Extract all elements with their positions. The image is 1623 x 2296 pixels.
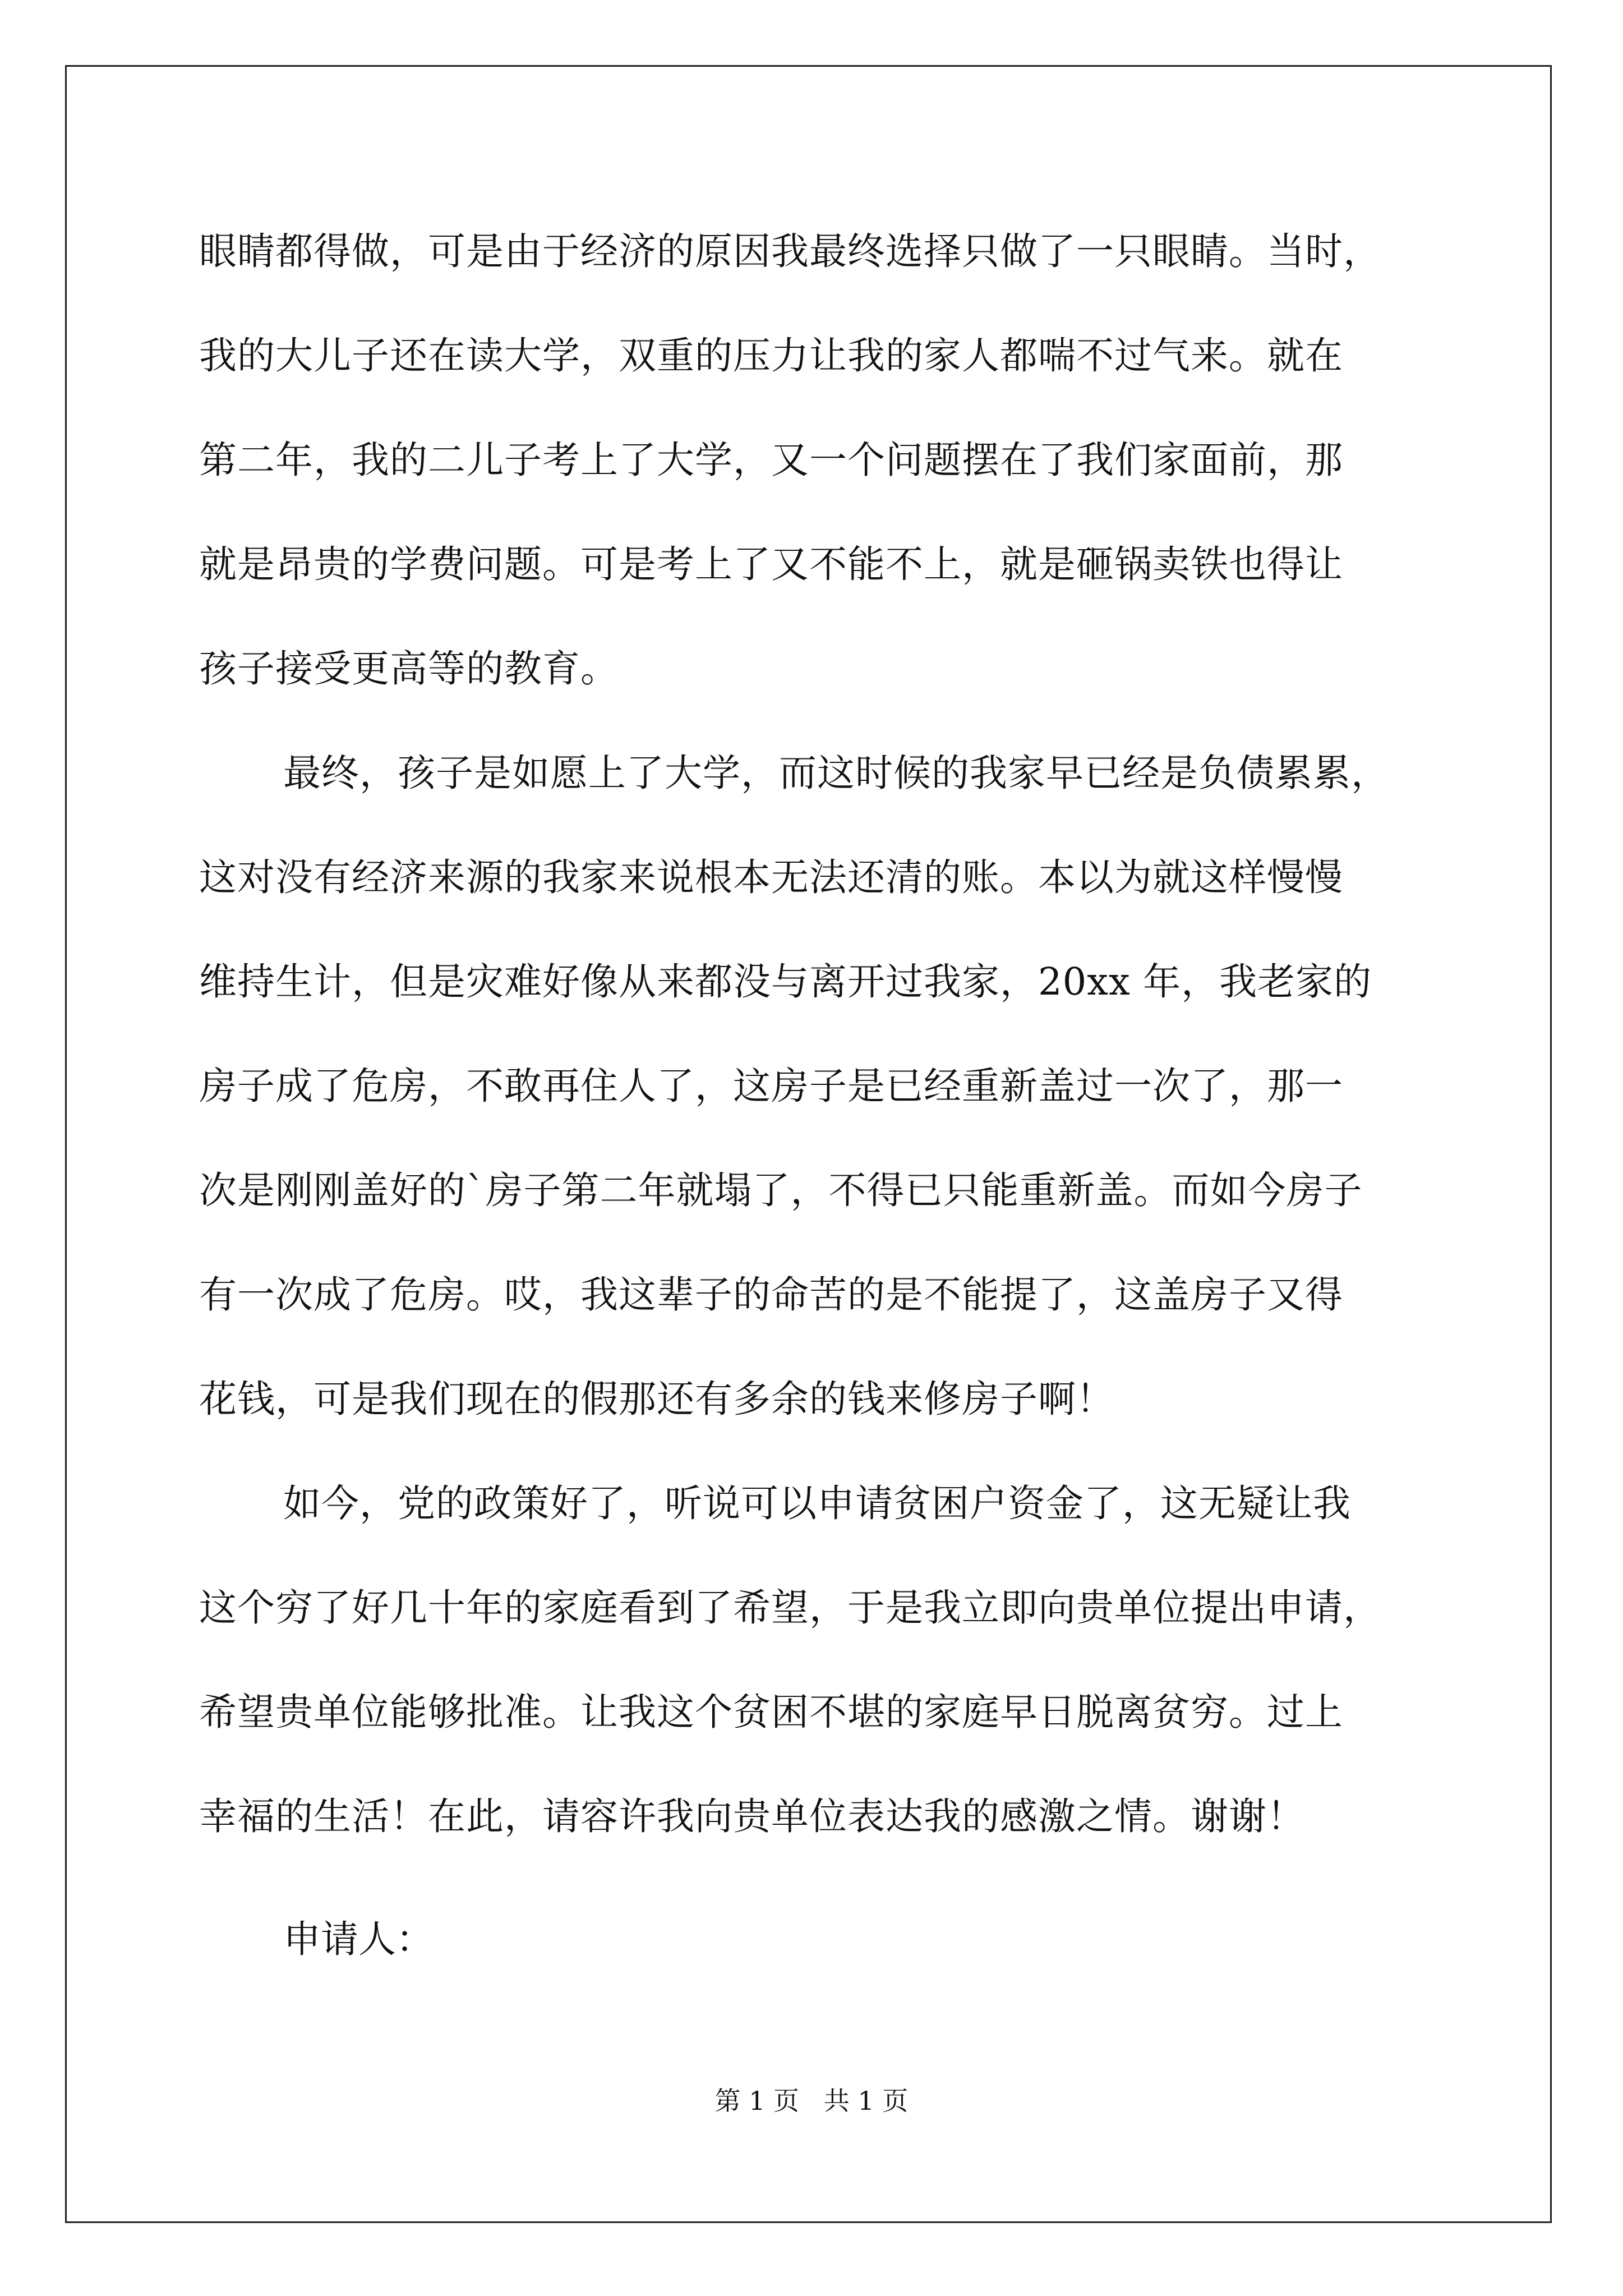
paragraph-1-line-1: 眼睛都得做，可是由于经济的原因我最终选择只做了一只眼睛。当时， — [199, 229, 1381, 273]
paragraph-2-line-6: 有一次成了危房。哎，我这辈子的命苦的是不能提了，这盖房子又得 — [199, 1273, 1343, 1317]
paragraph-1-line-2: 我的大儿子还在读大学，双重的压力让我的家人都喘不过气来。就在 — [199, 334, 1343, 378]
paragraph-2-line-1: 最终，孩子是如愿上了大学，而这时候的我家早已经是负债累累， — [283, 751, 1389, 795]
paragraph-3-line-2: 这个穷了好几十年的家庭看到了希望，于是我立即向贵单位提出申请， — [199, 1586, 1381, 1630]
document-body — [199, 199, 1424, 1869]
paragraph-2-line-5: 次是刚刚盖好的`房子第二年就塌了，不得已只能重新盖。而如今房子 — [199, 1168, 1363, 1212]
signature-label: 申请人： — [283, 1917, 434, 1961]
paragraph-3-line-3: 希望贵单位能够批准。让我这个贫困不堪的家庭早日脱离贫穷。过上 — [199, 1690, 1343, 1734]
paragraph-2-line-3: 维持生计，但是灾难好像从来都没与离开过我家，20xx 年，我老家的 — [199, 960, 1372, 1004]
page-footer: 第 1 页 共 1 页 — [714, 2086, 909, 2116]
paragraph-1-line-3: 第二年，我的二儿子考上了大学，又一个问题摆在了我们家面前，那 — [199, 438, 1343, 482]
paragraph-2-line-4: 房子成了危房，不敢再住人了，这房子是已经重新盖过一次了，那一 — [199, 1064, 1343, 1108]
paragraph-3-line-4: 幸福的生活！在此，请容许我向贵单位表达我的感激之情。谢谢！ — [199, 1795, 1305, 1838]
paragraph-3-line-1: 如今，党的政策好了，听说可以申请贫困户资金了，这无疑让我 — [283, 1481, 1351, 1525]
paragraph-2-line-2: 这对没有经济来源的我家来说根本无法还清的账。本以为就这样慢慢 — [199, 855, 1343, 899]
paragraph-2-line-7: 花钱，可是我们现在的假那还有多余的钱来修房子啊！ — [199, 1377, 1114, 1421]
paragraph-1-line-4: 就是昂贵的学费问题。可是考上了又不能不上，就是砸锅卖铁也得让 — [199, 542, 1343, 586]
paragraph-1-line-5: 孩子接受更高等的教育。 — [199, 647, 619, 691]
